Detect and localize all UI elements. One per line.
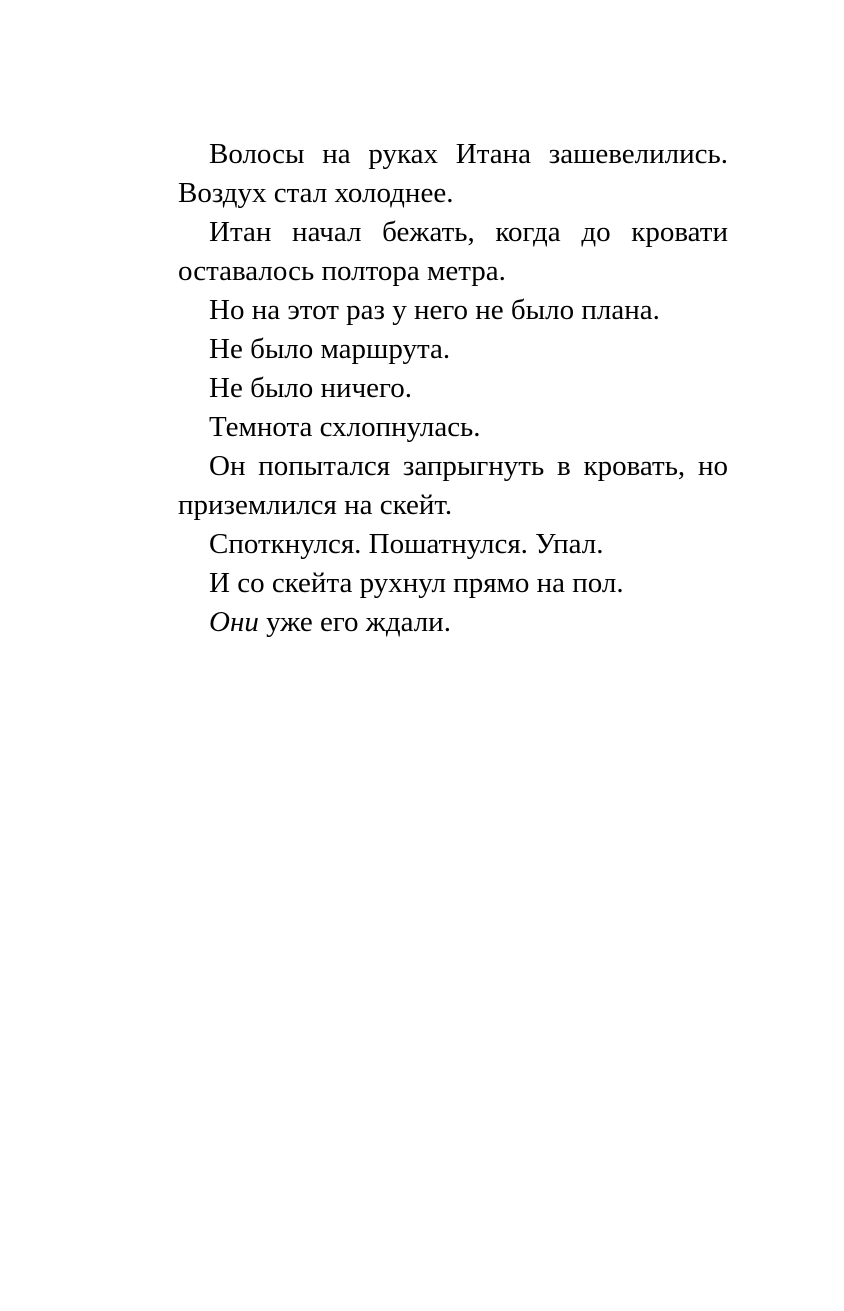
paragraph-2: Итан начал бежать, когда до кровати оставалось полтора метра. [178, 216, 728, 287]
paragraph-4: Не было маршрута. [209, 333, 451, 365]
paragraph-10-rest: уже его ждали. [258, 606, 451, 638]
paragraph-7: Он попытался запрыгнуть в кровать, но приземлился на скейт. [178, 450, 728, 521]
paragraph-10 [178, 603, 728, 642]
paragraph-1: Волосы на руках Итана зашевелились. Воздух стал холоднее. [178, 138, 728, 209]
page-text [178, 135, 728, 642]
paragraph-6: Темнота схлопнулась. [209, 411, 481, 443]
paragraph-5: Не было ничего. [209, 372, 412, 404]
paragraph-3: Но на этот раз у него не было плана. [209, 294, 660, 326]
paragraph-8: Споткнулся. Пошатнулся. Упал. [209, 528, 604, 560]
paragraph-9: И со скейта рухнул прямо на пол. [209, 567, 624, 599]
emphasized-word: Они [209, 606, 259, 638]
